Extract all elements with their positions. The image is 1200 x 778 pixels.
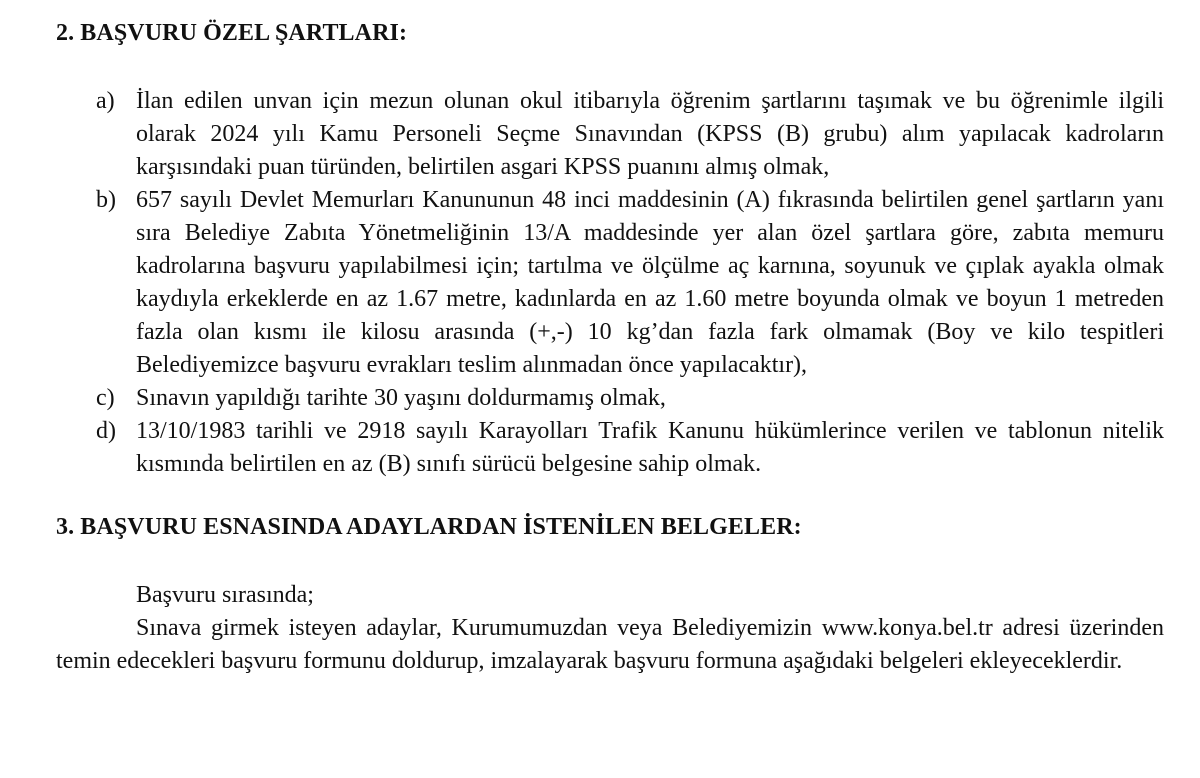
list-item — [56, 85, 1164, 184]
list-marker: a) — [96, 88, 115, 114]
list-item-text: 657 sayılı Devlet Memurları Kanununun 48 inci maddesinin (A) fıkrasında belirtilen genel şartların yanı sıra Belediye Zabıta Yönetmeliğinin 13/A maddesinde yer alan özel şartlara göre, zabıta memuru kadrolarına başvuru yapılabilmesi için; tartılma ve ölçülme aç karnına, soyunuk ve çıplak ayakla olmak kaydıyla erkeklerde en az 1.67 metre, kadınlarda en az 1.60 metre boyunda olmak ve boyun 1 metreden fazla olan kısmı ile kilosu arasında (+,-) 10 kg’dan fazla fark olmamak (Boy ve kilo tespitleri Belediyemizce başvuru evrakları teslim alınmadan önce yapılacaktır), — [136, 187, 1164, 378]
section-3-body: Sınava girmek isteyen adaylar, Kurumumuzdan veya Belediyemizin www.konya.bel.tr adresi üzerinden temin edecekleri başvuru formunu doldurup, imzalayarak başvuru formuna aşağıdaki belgeleri ekleyeceklerdir. — [56, 615, 1164, 674]
list-item-text: Sınavın yapıldığı tarihte 30 yaşını doldurmamış olmak, — [136, 385, 666, 411]
section-3-heading: 3. BAŞVURU ESNASINDA ADAYLARDAN İSTENİLEN BELGELER: — [56, 514, 802, 540]
list-item — [56, 184, 1164, 382]
list-item-text: İlan edilen unvan için mezun olunan okul itibarıyla öğrenim şartlarını taşımak ve bu öğrenimle ilgili olarak 2024 yılı Kamu Personeli Seçme Sınavından (KPSS (B) grubu) alım yapılacak kadroların karşısındaki puan türünden, belirtilen asgari KPSS puanını almış olmak, — [136, 88, 1164, 180]
list-marker: d) — [96, 418, 116, 444]
list-item-text: 13/10/1983 tarihli ve 2918 sayılı Karayolları Trafik Kanunu hükümlerince verilen ve tablonun nitelik kısmında belirtilen en az (B) sınıfı sürücü belgesine sahip olmak. — [136, 418, 1164, 477]
list-item — [56, 382, 1164, 415]
section-2-heading: 2. BAŞVURU ÖZEL ŞARTLARI: — [56, 20, 408, 46]
section-3-intro: Başvuru sırasında; — [136, 582, 314, 608]
list-marker: b) — [96, 187, 116, 213]
section-2-requirements-list — [56, 85, 1164, 481]
list-marker: c) — [96, 385, 115, 411]
list-item — [56, 415, 1164, 481]
